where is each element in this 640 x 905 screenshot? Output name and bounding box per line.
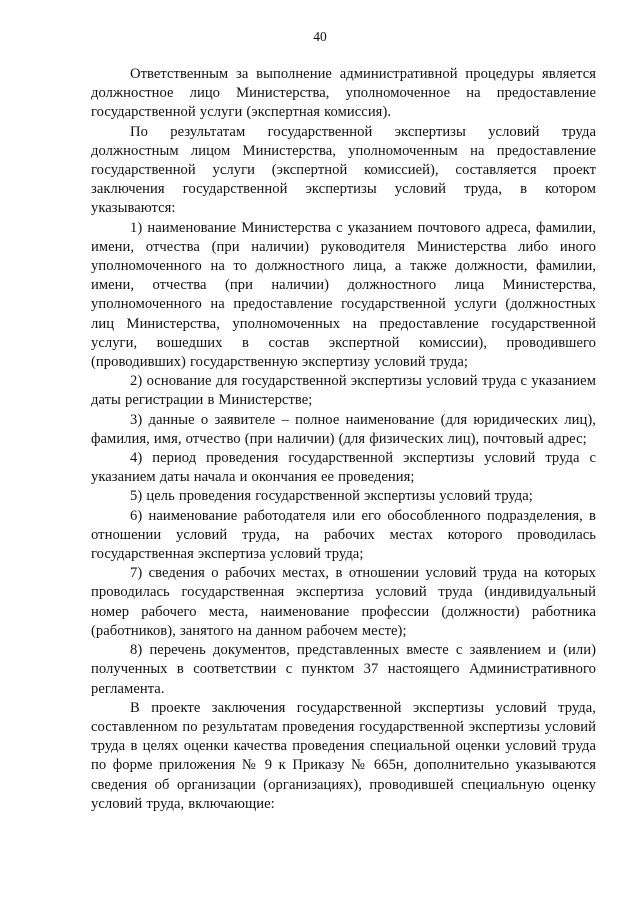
- list-item-2: 2) основание для государственной экспертизы условий труда с указанием даты регистрации в Министерстве;: [91, 373, 596, 409]
- paragraph-expertise-results: По результатам государственной экспертизы условий труда должностным лицом Министерства, уполномоченным на предоставление государственной услуги (экспертной комиссией), составляется проект заключения государственной экспертизы условий труда, в котором указываются:: [91, 123, 596, 217]
- page-number: 40: [313, 29, 327, 44]
- list-item-1: 1) наименование Министерства с указанием почтового адреса, фамилии, имени, отчества (при наличии) руководителя Министерства либо иного уполномоченного на то должностного лица, а также должности, фамилии, имени, отчества (при наличии) должностного лица Министерства, уполномоченного на предоставление государственной услуги (должностных лиц Министерства, уполномоченных на предоставление государственной услуги, вошедших в состав экспертной комиссии), проводившего (проводивших) государственную экспертизу условий труда;: [91, 219, 596, 371]
- document-body: [91, 65, 596, 814]
- paragraph-conclusion-draft: В проекте заключения государственной экспертизы условий труда, составленном по результатам проведения государственной экспертизы условий труда в целях оценки качества проведения специальной оценки условий труда по форме приложения № 9 к Приказу № 665н, дополнительно указываются сведения об организации (организациях), проводившей специальную оценку условий труда, включающие:: [91, 699, 596, 812]
- list-item-8: 8) перечень документов, представленных вместе с заявлением и (или) полученных в соответствии с пунктом 37 настоящего Административного регламента.: [91, 642, 596, 697]
- list-item-5: 5) цель проведения государственной экспертизы условий труда;: [130, 488, 533, 505]
- paragraph-responsible-official: Ответственным за выполнение административной процедуры является должностное лицо Министерства, уполномоченное на предоставление государственной услуги (экспертная комиссия).: [91, 66, 596, 121]
- list-item-3: 3) данные о заявителе – полное наименование (для юридических лиц), фамилия, имя, отчество (при наличии) (для физических лиц), почтовый адрес;: [91, 411, 596, 447]
- list-item-6: 6) наименование работодателя или его обособленного подразделения, в отношении условий труда, на рабочих местах которого проводилась государственная экспертиза условий труда;: [91, 507, 596, 563]
- list-item-4: 4) период проведения государственной экспертизы условий труда с указанием даты начала и окончания ее проведения;: [91, 450, 596, 486]
- list-item-7: 7) сведения о рабочих местах, в отношении условий труда на которых проводилась государственная экспертиза условий труда (индивидуальный номер рабочего места, наименование профессии (должности) работника (работников), занятого на данном рабочем месте);: [91, 565, 596, 639]
